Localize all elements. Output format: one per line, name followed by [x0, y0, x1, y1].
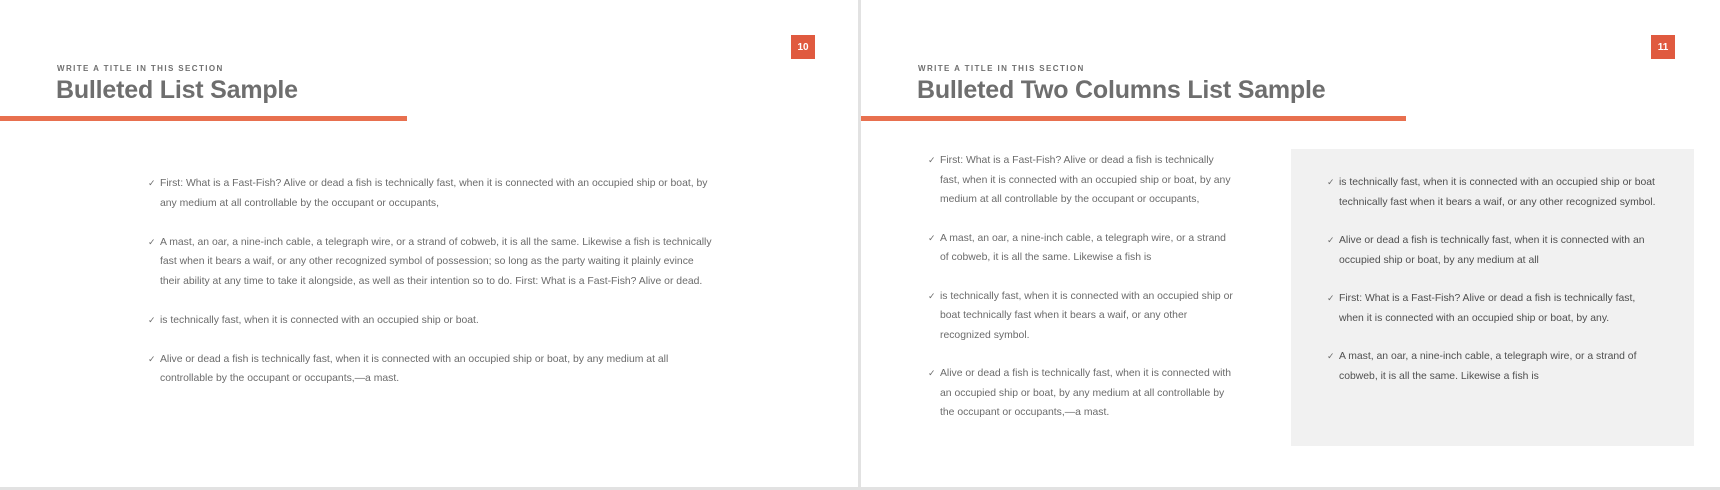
section-label: WRITE A TITLE IN THIS SECTION	[57, 64, 224, 73]
list-item: ✓ Alive or dead a fish is technically fast, when it is connected with an occupied ship or boat, by any medium at all controllable by the occupant or occupants,—a mast.	[148, 350, 714, 389]
page-number-badge: 11	[1651, 35, 1675, 59]
bullet-list	[148, 174, 714, 408]
slide-10	[0, 0, 858, 487]
bullet-list-left-column	[928, 151, 1233, 442]
page-number-badge: 10	[791, 35, 815, 59]
slide-title: Bulleted List Sample	[56, 76, 298, 104]
checkmark-icon: ✓	[1327, 293, 1335, 303]
checkmark-icon: ✓	[1327, 177, 1335, 187]
checkmark-icon: ✓	[928, 232, 936, 243]
checkmark-icon: ✓	[148, 314, 156, 325]
list-item: ✓ A mast, an oar, a nine-inch cable, a telegraph wire, or a strand of cobweb, it is all the same. Likewise a fish is	[928, 229, 1233, 268]
list-item: ✓ is technically fast, when it is connected with an occupied ship or boat technically fast when it bears a waif, or any other recognized symbol.	[928, 287, 1233, 346]
title-underline	[861, 116, 1406, 121]
slide-11	[861, 0, 1720, 487]
list-item: ✓ A mast, an oar, a nine-inch cable, a telegraph wire, or a strand of cobweb, it is all the same. Likewise a fish is technically fast when it bears a waif, or any other recognized symbol of possession; so long as the party waiting it plainly evince their ability at any time to take it alongside, as well as their intention so to do. First: What is a Fast-Fish? Alive or dead.	[148, 233, 714, 292]
checkmark-icon: ✓	[148, 236, 156, 247]
bullet-list-right-column	[1327, 173, 1662, 405]
slide-title: Bulleted Two Columns List Sample	[917, 76, 1326, 104]
list-item: ✓ Alive or dead a fish is technically fast, when it is connected with an occupied ship or boat, by any medium at all controllable by the occupant or occupants,—a mast.	[928, 364, 1233, 423]
section-label: WRITE A TITLE IN THIS SECTION	[918, 64, 1085, 73]
checkmark-icon: ✓	[928, 290, 936, 301]
title-underline	[0, 116, 407, 121]
list-item: ✓ is technically fast, when it is connected with an occupied ship or boat.	[148, 311, 714, 331]
checkmark-icon: ✓	[1327, 351, 1335, 361]
checkmark-icon: ✓	[148, 353, 156, 364]
list-item: ✓ First: What is a Fast-Fish? Alive or dead a fish is technically fast, when it is connected with an occupied ship or boat, by any medium at all controllable by the occupant or occupants,	[148, 174, 714, 213]
checkmark-icon: ✓	[1327, 235, 1335, 245]
list-item: ✓ is technically fast, when it is connected with an occupied ship or boat technically fast when it bears a waif, or any other recognized symbol.	[1327, 173, 1662, 212]
list-item: ✓ First: What is a Fast-Fish? Alive or dead a fish is technically fast, when it is connected with an occupied ship or boat, by any.	[1327, 289, 1662, 328]
list-item: ✓ First: What is a Fast-Fish? Alive or dead a fish is technically fast, when it is connected with an occupied ship or boat, by any medium at all controllable by the occupant or occupants,	[928, 151, 1233, 210]
list-item: ✓ Alive or dead a fish is technically fast, when it is connected with an occupied ship or boat, by any medium at all	[1327, 231, 1662, 270]
right-column-panel	[1291, 149, 1694, 446]
list-item: ✓ A mast, an oar, a nine-inch cable, a telegraph wire, or a strand of cobweb, it is all the same. Likewise a fish is	[1327, 347, 1662, 386]
checkmark-icon: ✓	[928, 155, 936, 165]
checkmark-icon: ✓	[928, 368, 936, 378]
checkmark-icon: ✓	[148, 178, 156, 188]
